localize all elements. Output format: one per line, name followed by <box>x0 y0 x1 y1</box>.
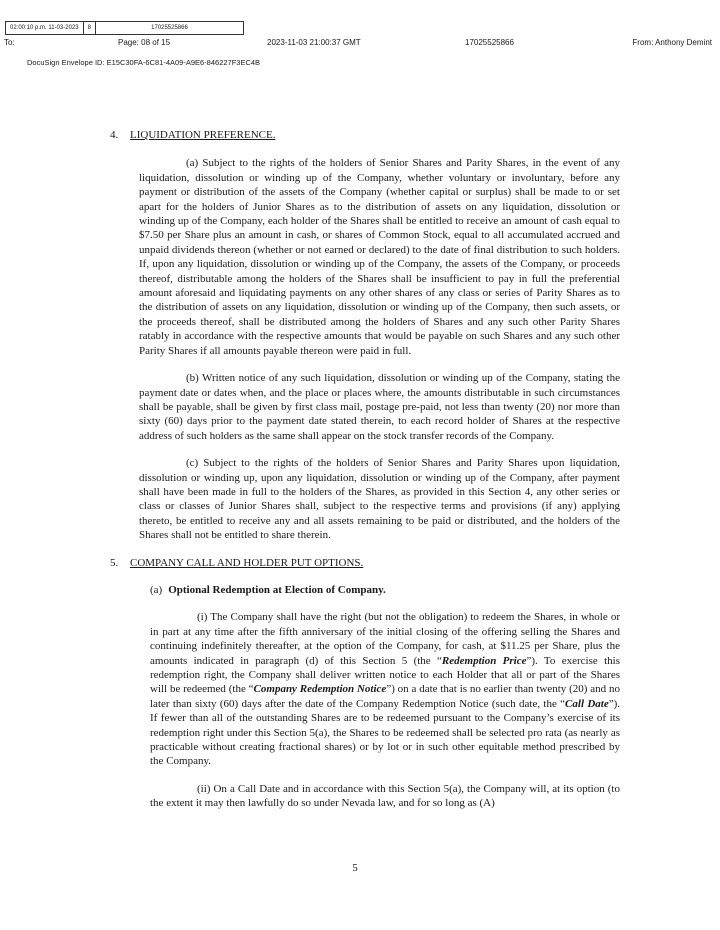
company-redemption-notice-term: Company Redemption Notice <box>253 683 387 696</box>
section-5a-ii-paragraph: (ii) On a Call Date and in accordance with this Section 5(a), the Company will, at its option (to the extent it may then lawfully do so under Nevada law, and for so long as (A) <box>150 782 620 810</box>
section-5-title: COMPANY CALL AND HOLDER PUT OPTIONS. <box>130 556 364 569</box>
section-4c-paragraph: (c) Subject to the rights of the holders of Senior Shares and Parity Shares upon liquidation, dissolution or winding up, upon any liquidation, dissolution or winding up of the Company, after payment shall have been made in full to the holders of the Shares, as provided in this Section 4, any other series or class or classes of Junior Shares shall, subject to the respective terms and provisions (if any) applying thereto, be entitled to receive any and all assets remaining to be paid or distributed, and the holders of the Shares shall not be entitled to share therein. <box>139 457 620 542</box>
fax-transmission-line <box>4 37 712 49</box>
section-4b-paragraph: (b) Written notice of any such liquidation, dissolution or winding up of the Company, stating the payment date or dates when, and the place or places where, the amounts distributable in such circumstances shall be payable, shall be given by first class mail, postage pre-paid, not less than twenty (20) nor more than sixty (60) days prior to the payment date stated therein, to each record holder of Shares at the respective address of such holders as the same shall appear on the stock transfer records of the Company. <box>139 372 620 442</box>
section-5a-label: (a) <box>150 583 163 596</box>
redemption-price-term: Redemption Price <box>441 654 527 667</box>
section-5a-i-text-1: (i) The Company shall have the right (but not the obligation) to redeem the Shares, in whole or in part at any time after the fifth anniversary of the initial closing of the offering selling the Shares and continuing indefinitely thereafter, at the option of the Company, for cash, at $11.25 per Share, plus the amounts indicated in paragraph (d) of this Section 5 (the “ <box>150 611 620 667</box>
section-5a-i-text-4: ”). If fewer than all of the outstanding Shares are to be redeemed pursuant to the Company’s exercise of its redemption right under this Section 5(a), the Shares to be redeemed shall be selected pro rata (as nearly as practicable without creating fractional shares) or by lot or in such other equitable method prescribed by the Company. <box>150 697 620 768</box>
section-5-heading <box>110 556 620 570</box>
section-5a-i-text-2: ”). To exercise this redemption right, the Company shall deliver written notice to each Holder that all or part of the Shares will be redeemed (the “ <box>150 654 620 696</box>
section-4a-paragraph: (a) Subject to the rights of the holders of Senior Shares and Parity Shares, in the event of any liquidation, dissolution or winding up of the Company, whether voluntary or involuntary, before any payment or distribution of the assets of the Company (whether capital or surplus) shall be made to or set apart for the holders of Junior Shares as to the distribution of assets on any liquidation, dissolution or winding up of the Company, each holder of the Shares shall be entitled to receive an amount of cash equal to $7.50 per Share plus an amount in cash, or shares of Common Stock, equal to all accumulated accrued and unpaid dividends thereon (whether or not earned or declared) to the date of final distribution to such holders. If, upon any liquidation, dissolution or winding up of the Company, the assets of the Company, or proceeds thereof, distributable among the holders of the Shares shall be insufficient to pay in full the preferential amount aforesaid and liquidating payments on any other shares of any class or series of Parity Shares as to the distribution of assets on any liquidation, dissolution or winding up of the Company, then such assets, or the proceeds thereof, shall be distributed among the holders of Shares and any such other Parity Shares ratably in accordance with the respective amounts that would be payable on such Shares and any such other Parity Shares if all amounts payable thereon were paid in full. <box>139 157 620 357</box>
section-4-heading <box>110 128 620 142</box>
fax-number: 17025525866 <box>151 25 188 31</box>
section-5-number: 5. <box>110 556 119 569</box>
fax-page-count: Page: 08 of 15 <box>118 38 171 47</box>
fax-time-date: 02:00:10 p.m. 11-03-2023 <box>6 22 84 34</box>
fax-timestamp: 2023-11-03 21:00:37 GMT <box>267 38 361 47</box>
fax-to: To: <box>4 38 15 47</box>
section-5a-i-text-3: ”) on a date that is no earlier than twenty (20) and no later than sixty (60) days after the date of the Company Redemption Notice (such date, the “ <box>150 683 620 710</box>
section-5a-heading <box>150 583 620 597</box>
fax-header-box <box>5 21 244 35</box>
docusign-envelope-id: DocuSign Envelope ID: E15C30FA-6C81-4A09-A9E6-846227F3EC4B <box>27 58 261 67</box>
section-5a-i-paragraph <box>150 610 620 768</box>
section-4-number: 4. <box>110 129 119 141</box>
section-5a-title: Optional Redemption at Election of Company. <box>168 583 386 596</box>
page-number: 5 <box>352 862 358 874</box>
call-date-term: Call Date <box>565 697 609 710</box>
fax-sender-number: 17025525866 <box>465 38 514 47</box>
fax-page-no: 8 <box>84 22 96 34</box>
document-body <box>110 128 620 811</box>
section-4-title: LIQUIDATION PREFERENCE. <box>130 129 276 141</box>
fax-from: From: Anthony Demint <box>632 38 712 47</box>
